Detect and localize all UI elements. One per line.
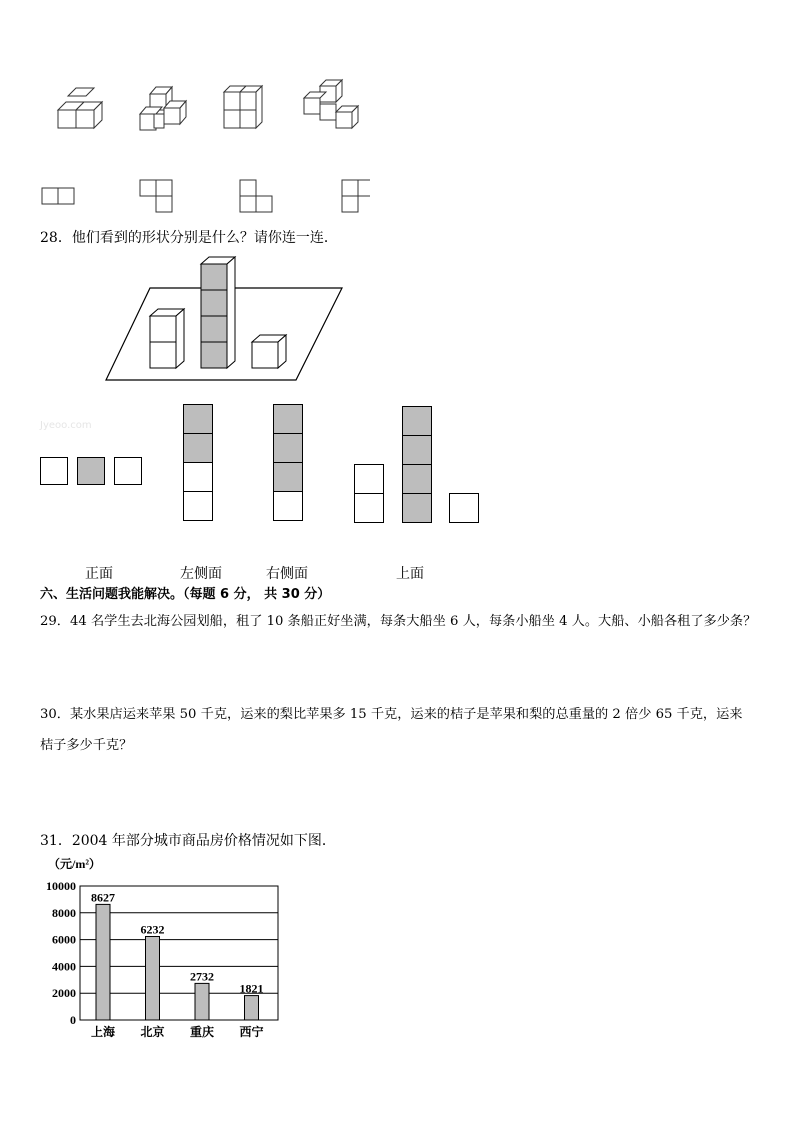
chart-y-tick-label: 4000 [52, 959, 76, 974]
chart-data-label: 1821 [239, 981, 264, 996]
question-30-line2: 桔子多少千克？ [40, 738, 133, 753]
chart-data-label: 8627 [91, 890, 115, 905]
cube-figures-top [40, 70, 370, 220]
chart-y-tick-label: 2000 [52, 986, 76, 1001]
question-30-line1: 30．某水果店运来苹果 50 千克，运来的梨比苹果多 15 千克，运来的桔子是苹果和梨的总重量的 2 倍少 65 千克，运来 [40, 707, 743, 722]
price-bar-chart [30, 852, 300, 1047]
chart-data-label: 6232 [140, 922, 165, 937]
label-right-side: 右侧面 [266, 566, 308, 582]
chart-bar [146, 936, 160, 1020]
chart-y-tick-label: 8000 [52, 905, 76, 920]
cube-group-1 [58, 88, 102, 128]
chart-bar [245, 996, 259, 1020]
chart-x-tick-label: 北京 [140, 1025, 165, 1039]
cube-group-4 [304, 80, 358, 128]
chart-y-tick-label: 0 [70, 1013, 76, 1027]
watermark: Jyeoo.com [40, 420, 92, 431]
label-front: 正面 [85, 566, 113, 582]
platform-cubes-figure [100, 256, 350, 386]
question-29: 29．44 名学生去北海公园划船，租了 10 条船正好坐满，每条大船坐 6 人，每条小船坐 4 人。大船、小船各租了多少条？ [40, 614, 757, 629]
chart-y-unit: （元/m²） [48, 857, 101, 871]
cube-group-3 [224, 86, 262, 128]
section-6-heading: 六、生活问题我能解决。（每题 6 分， 共 30 分） [40, 587, 331, 602]
chart-y-tick-label: 10000 [46, 879, 76, 893]
question-31: 31．2004 年部分城市商品房价格情况如下图． [40, 833, 336, 849]
cube-group-2 [140, 87, 186, 130]
chart-data-label: 2732 [190, 969, 214, 984]
question-28: 28．他们看到的形状分别是什么？请你连一连． [40, 230, 338, 246]
chart-bar [96, 904, 110, 1020]
chart-x-tick-label: 西宁 [239, 1025, 264, 1039]
flat-views [42, 180, 370, 212]
label-top: 上面 [396, 566, 424, 582]
chart-bar [195, 983, 209, 1020]
chart-y-tick-label: 6000 [52, 932, 76, 947]
chart-x-tick-label: 上海 [90, 1025, 116, 1039]
label-left-side: 左侧面 [180, 566, 222, 582]
chart-x-tick-label: 重庆 [189, 1025, 215, 1039]
